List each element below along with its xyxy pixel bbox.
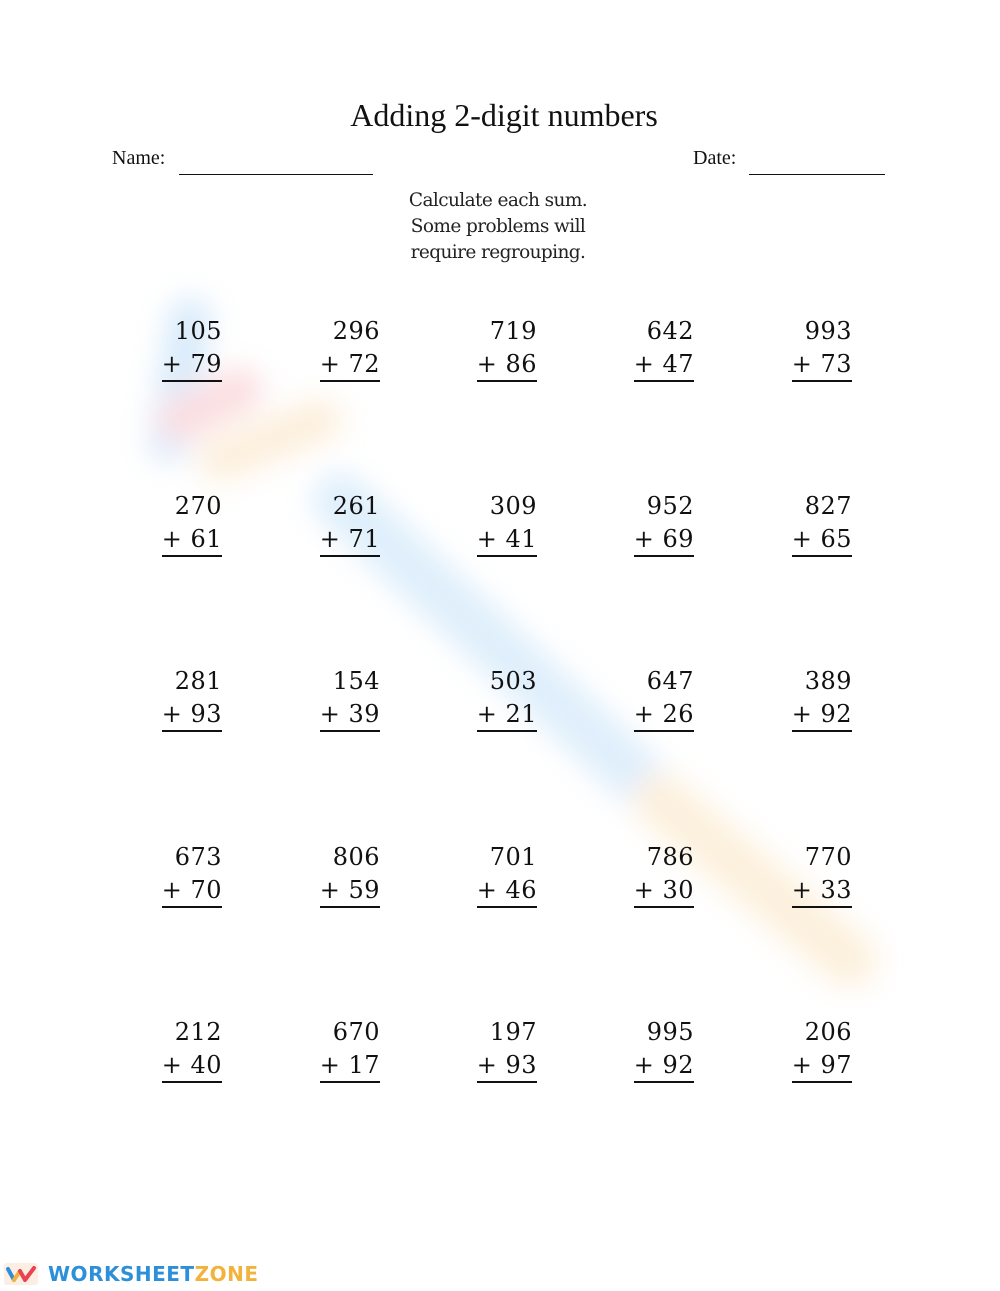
problem-item: 154 + 39 — [300, 664, 380, 732]
date-label: Date: — [693, 147, 737, 169]
problem-item: 309 + 41 — [457, 489, 537, 557]
instructions — [348, 188, 648, 266]
problem-item: 827 + 65 — [772, 489, 852, 557]
instruction-line: Calculate each sum. — [408, 190, 588, 211]
problem-item: 701 + 46 — [457, 840, 537, 908]
worksheet-title: Adding 2-digit numbers — [350, 97, 658, 133]
problem-item: 212 + 40 — [142, 1015, 222, 1083]
problem-item: 993 + 73 — [772, 314, 852, 382]
problem-item: 786 + 30 — [614, 840, 694, 908]
name-field-line[interactable] — [179, 174, 373, 175]
problem-item: 770 + 33 — [772, 840, 852, 908]
problem-item: 206 + 97 — [772, 1015, 852, 1083]
problem-item: 281 + 93 — [142, 664, 222, 732]
instruction-line: require regrouping. — [410, 242, 586, 263]
problem-item: 261 + 71 — [300, 489, 380, 557]
date-field-line[interactable] — [749, 174, 885, 175]
problem-item: 503 + 21 — [457, 664, 537, 732]
problem-item: 670 + 17 — [300, 1015, 380, 1083]
problem-item: 806 + 59 — [300, 840, 380, 908]
problem-item: 389 + 92 — [772, 664, 852, 732]
problem-item: 642 + 47 — [614, 314, 694, 382]
problem-item: 952 + 69 — [614, 489, 694, 557]
problem-item: 647 + 26 — [614, 664, 694, 732]
problem-item: 296 + 72 — [300, 314, 380, 382]
problem-item: 719 + 86 — [457, 314, 537, 382]
problem-item: 270 + 61 — [142, 489, 222, 557]
brand-name: WORKSHEETZONE — [48, 1262, 259, 1286]
worksheetzone-logo[interactable] — [4, 1262, 258, 1286]
problem-item: 995 + 92 — [614, 1015, 694, 1083]
name-label: Name: — [112, 147, 166, 169]
problem-item: 197 + 93 — [457, 1015, 537, 1083]
problem-item: 105 + 79 — [142, 314, 222, 382]
w-logo-icon — [4, 1263, 38, 1285]
problem-item: 673 + 70 — [142, 840, 222, 908]
instruction-line: Some problems will — [410, 216, 586, 237]
